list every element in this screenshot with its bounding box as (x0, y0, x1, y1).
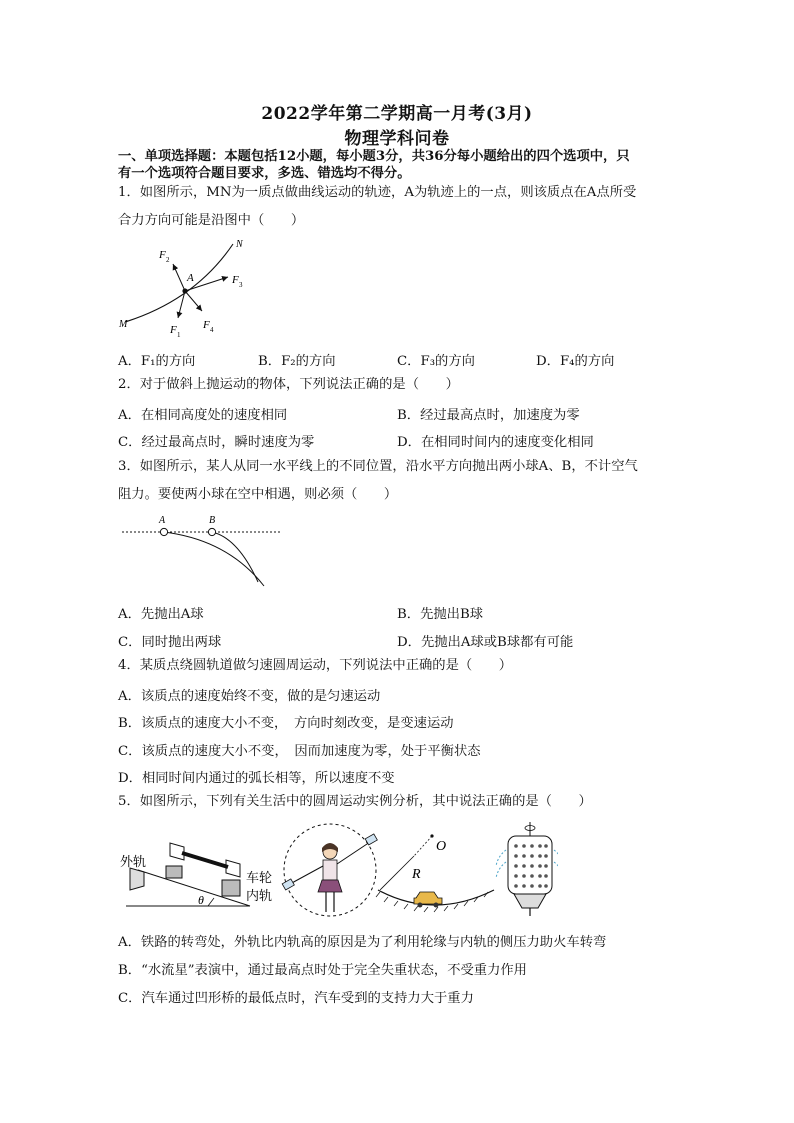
railway-curve-diagram (120, 843, 272, 907)
label-f3-sub: 3 (239, 281, 243, 289)
label-m: M (119, 319, 128, 330)
q4-option-c[interactable]: C．该质点的速度大小不变， 因而加速度为零，处于平衡状态 (118, 744, 481, 759)
concave-bridge-diagram (376, 834, 494, 912)
q3-option-b[interactable]: B．先抛出B球 (397, 607, 484, 622)
force-f2-arrow (173, 264, 185, 291)
label-ball-b: B (209, 515, 216, 526)
q1-option-c[interactable]: C．F₃的方向 (397, 354, 475, 369)
label-n: N (236, 239, 243, 250)
force-f4-arrow (185, 291, 202, 311)
label-f2-sub: 2 (166, 256, 170, 264)
label-f1: F (170, 324, 177, 336)
label-f4-sub: 4 (210, 326, 214, 334)
q3-projectile-figure (118, 512, 288, 592)
q5-examples-figure (118, 820, 558, 920)
q4-option-d[interactable]: D．相同时间内通过的弧长相等，所以速度不变 (118, 771, 395, 786)
ball-a (160, 528, 167, 535)
spin-dryer-diagram (496, 822, 558, 916)
label-r: R (412, 867, 421, 882)
q3-option-a[interactable]: A．先抛出A球 (118, 607, 204, 622)
q1-stem-line1: 1．如图所示，MN为一质点做曲线运动的轨迹，A为轨迹上的一点，则该质点在A点所受 (118, 185, 637, 200)
label-f3: F (232, 274, 239, 286)
q4-stem: 4．某质点绕圆轨道做匀速圆周运动，下列说法中正确的是（ ） (118, 658, 513, 673)
q1-option-b[interactable]: B．F₂的方向 (258, 354, 336, 369)
q5-option-c[interactable]: C．汽车通过凹形桥的最低点时，汽车受到的支持力大于重力 (118, 991, 474, 1006)
q2-option-d[interactable]: D．在相同时间内的速度变化相同 (397, 435, 594, 450)
trajectory-curve (125, 244, 233, 322)
q4-option-b[interactable]: B．该质点的速度大小不变， 方向时刻改变，是变速运动 (118, 716, 454, 731)
q3-option-c[interactable]: C．同时抛出两球 (118, 635, 222, 650)
q3-stem-line1: 3．如图所示，某人从同一水平线上的不同位置，沿水平方向抛出两小球A、B，不计空气 (118, 459, 638, 474)
q4-option-a[interactable]: A．该质点的速度始终不变，做的是匀速运动 (118, 689, 381, 704)
path-b-curve (212, 532, 258, 582)
q1-trajectory-figure (115, 236, 255, 344)
label-theta: θ (198, 893, 204, 907)
label-f1-sub: 1 (177, 331, 181, 339)
q1-option-a[interactable]: A．F₁的方向 (118, 354, 196, 369)
label-o: O (436, 839, 447, 854)
ball-b (208, 528, 215, 535)
label-outer-rail: 外轨 (120, 854, 147, 869)
exam-subtitle: 物理学科问卷 (344, 129, 450, 149)
water-meteor-diagram (282, 824, 377, 916)
section-heading-line2: 有一个选项符合题目要求，多选、错选均不得分。 (118, 166, 411, 181)
q5-option-a[interactable]: A．铁路的转弯处，外轨比内轨高的原因是为了利用轮缘与内轨的侧压力助火车转弯 (118, 935, 607, 950)
label-ball-a: A (159, 515, 166, 526)
label-f2: F (159, 249, 166, 261)
section-heading-line1: 一、单项选择题：本题包括12小题，每小题3分，共36分每小题给出的四个选项中，只 (118, 149, 630, 164)
q2-stem: 2．对于做斜上抛运动的物体，下列说法正确的是（ ） (118, 377, 459, 392)
q2-option-b[interactable]: B．经过最高点时，加速度为零 (397, 408, 580, 423)
q5-stem: 5．如图所示，下列有关生活中的圆周运动实例分析，其中说法正确的是（ ） (118, 794, 592, 809)
label-inner-rail: 内轨 (246, 888, 273, 903)
exam-title: 2022学年第二学期高一月考(3月) (261, 104, 533, 124)
q3-stem-line2: 阻力。要使两小球在空中相遇，则必须（ ） (118, 487, 398, 502)
q1-stem-line2: 合力方向可能是沿图中（ ） (118, 213, 305, 228)
q2-option-a[interactable]: A．在相同高度处的速度相同 (118, 408, 288, 423)
q3-option-d[interactable]: D．先抛出A球或B球都有可能 (397, 635, 574, 650)
q2-option-c[interactable]: C．经过最高点时，瞬时速度为零 (118, 435, 315, 450)
path-a-curve (164, 532, 264, 586)
label-wheel: 车轮 (246, 870, 273, 885)
label-f4: F (203, 319, 210, 331)
label-a: A (187, 272, 194, 284)
q1-option-d[interactable]: D．F₄的方向 (536, 354, 615, 369)
q5-option-b[interactable]: B．“水流星”表演中，通过最高点时处于完全失重状态，不受重力作用 (118, 963, 527, 978)
